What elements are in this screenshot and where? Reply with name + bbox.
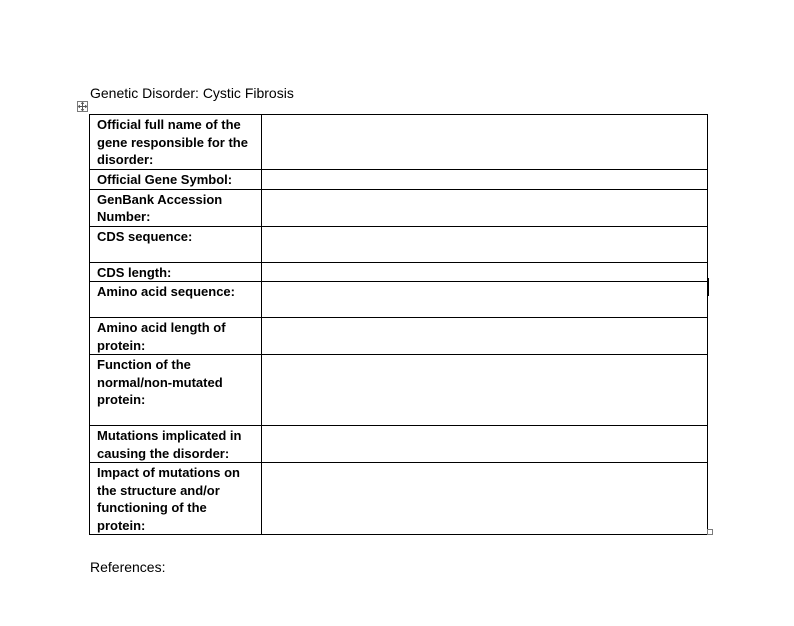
document-title: Genetic Disorder: Cystic Fibrosis [90, 85, 294, 101]
label-gene-symbol: Official Gene Symbol: [90, 170, 262, 190]
table-row-mutations [90, 426, 708, 463]
input-mutations[interactable] [262, 426, 708, 463]
input-gene-symbol[interactable] [262, 170, 708, 190]
label-amino-acid-sequence: Amino acid sequence: [90, 282, 262, 318]
table-row-amino-acid-length [90, 318, 708, 355]
input-genbank-accession[interactable] [262, 189, 708, 226]
label-genbank-accession: GenBank Accession Number: [90, 189, 262, 226]
table-row-protein-function [90, 355, 708, 426]
gene-symbol-field[interactable] [269, 171, 702, 189]
gene-info-table [89, 114, 708, 535]
label-protein-function: Function of the normal/non-mutated protein: [90, 355, 262, 426]
text-cursor [708, 278, 709, 296]
input-mutation-impact[interactable] [262, 463, 708, 535]
table-row-cds-length [90, 262, 708, 282]
table-row-gene-full-name [90, 115, 708, 170]
input-protein-function[interactable] [262, 355, 708, 426]
input-gene-full-name[interactable] [262, 115, 708, 170]
input-cds-length[interactable] [262, 262, 708, 282]
amino-acid-sequence-field[interactable] [269, 283, 702, 301]
input-amino-acid-length[interactable] [262, 318, 708, 355]
gene-full-name-field[interactable] [269, 116, 702, 134]
amino-acid-length-field[interactable] [269, 319, 702, 337]
input-amino-acid-sequence[interactable] [262, 282, 708, 318]
cds-length-field[interactable] [269, 264, 702, 282]
table-row-cds-sequence [90, 226, 708, 262]
move-arrows-icon [78, 102, 87, 111]
genbank-accession-field[interactable] [269, 191, 702, 209]
references-label: References: [90, 559, 166, 575]
label-amino-acid-length: Amino acid length of protein: [90, 318, 262, 355]
table-resize-handle[interactable] [707, 529, 713, 535]
protein-function-field[interactable] [269, 356, 702, 374]
input-cds-sequence[interactable] [262, 226, 708, 262]
table-row-mutation-impact [90, 463, 708, 535]
label-cds-sequence: CDS sequence: [90, 226, 262, 262]
table-move-handle[interactable] [77, 101, 88, 112]
mutations-field[interactable] [269, 427, 702, 445]
label-gene-full-name: Official full name of the gene responsible for the disorder: [90, 115, 262, 170]
label-mutations: Mutations implicated in causing the disorder: [90, 426, 262, 463]
table-row-genbank-accession [90, 189, 708, 226]
label-mutation-impact: Impact of mutations on the structure and/or functioning of the protein: [90, 463, 262, 535]
table-row-gene-symbol [90, 170, 708, 190]
mutation-impact-field[interactable] [269, 464, 702, 482]
table-row-amino-acid-sequence [90, 282, 708, 318]
cds-sequence-field[interactable] [269, 228, 702, 246]
label-cds-length: CDS length: [90, 262, 262, 282]
